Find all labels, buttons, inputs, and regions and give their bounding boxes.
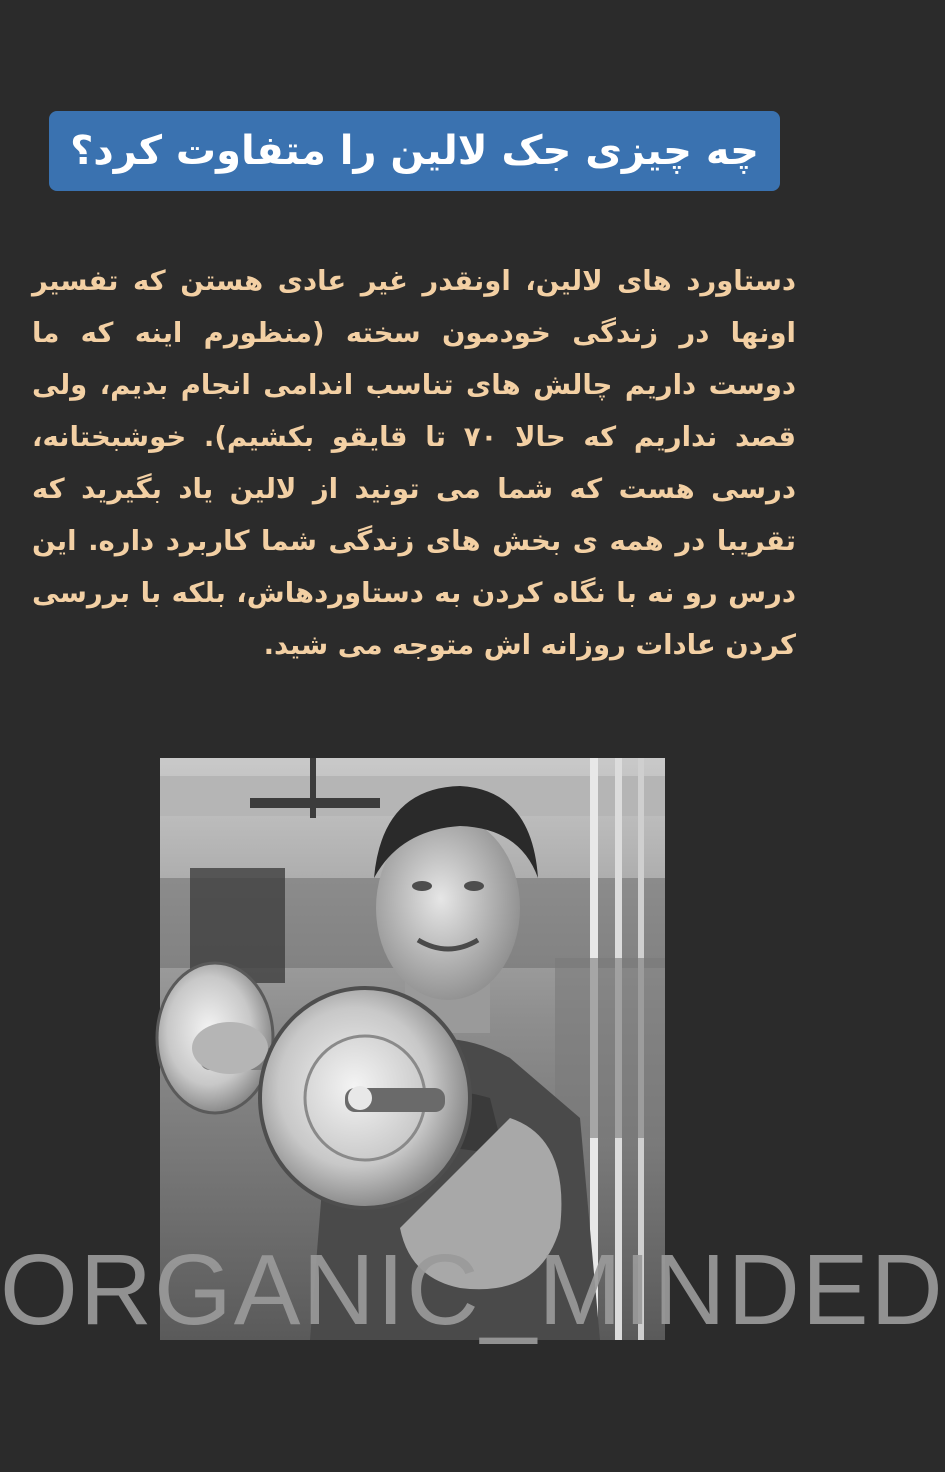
watermark: ORGANIC_MINDED bbox=[0, 1234, 945, 1346]
title-banner bbox=[49, 111, 780, 191]
story-body-text: دستاورد های لالین، اونقدر غیر عادی هستن که تفسیر اونها در زندگی خودمون سخته (منظورم اینه که ما دوست داریم چالش های تناسب اندامی انجام بدیم، ولی قصد نداریم که حالا ۷۰ تا قایقو بکشیم). خوشبختانه، درسی هست که شما می تونید از لالین یاد بگیرید که تقریبا در همه ی بخش های زندگی شما کاربرد داره. این درس رو نه با نگاه کردن به دستاوردهاش، بلکه با بررسی کردن عادات روزانه اش متوجه می شید. bbox=[32, 265, 796, 661]
story-title: چه چیزی جک لالین را متفاوت کرد؟ bbox=[70, 128, 759, 174]
